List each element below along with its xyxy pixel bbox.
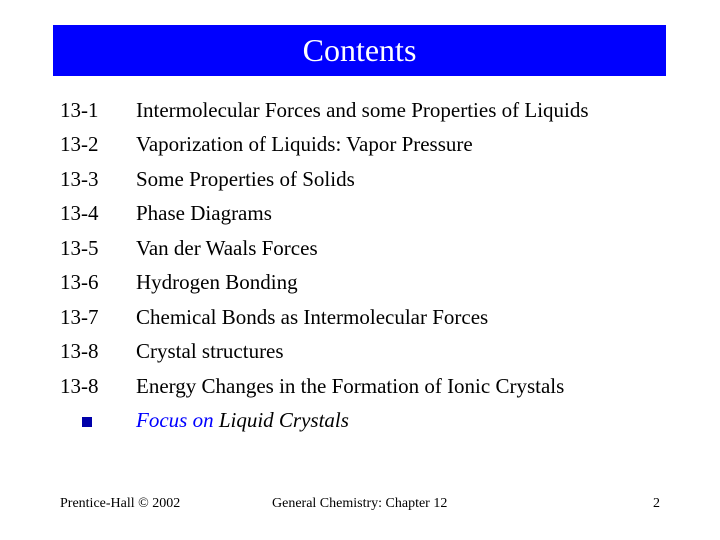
footer-copyright: Prentice-Hall © 2002	[60, 496, 181, 511]
focus-item	[60, 404, 700, 439]
section-title: Van der Waals Forces	[136, 235, 318, 260]
section-title: Intermolecular Forces and some Properties of Liquids	[136, 97, 589, 122]
section-title: Hydrogen Bonding	[136, 270, 298, 295]
section-number: 13-8	[60, 339, 99, 364]
section-number: 13-6	[60, 270, 99, 295]
list-item	[60, 335, 700, 370]
section-title: Energy Changes in the Formation of Ionic Crystals	[136, 373, 565, 398]
title-bar	[53, 25, 666, 76]
section-number: 13-3	[60, 166, 99, 191]
section-number: 13-7	[60, 304, 99, 329]
list-item	[60, 162, 700, 197]
section-title: Phase Diagrams	[136, 201, 272, 226]
list-item	[60, 128, 700, 163]
section-title: Chemical Bonds as Intermolecular Forces	[136, 304, 489, 329]
list-item	[60, 300, 700, 335]
focus-title	[136, 408, 700, 433]
slide-title: Contents	[302, 32, 417, 68]
section-number: 13-1	[60, 97, 99, 122]
section-title: Some Properties of Solids	[136, 166, 355, 191]
section-title: Vaporization of Liquids: Vapor Pressure	[136, 132, 473, 157]
list-item	[60, 93, 700, 128]
contents-list	[60, 93, 700, 438]
page-number: 2	[653, 496, 660, 511]
list-item	[60, 266, 700, 301]
focus-topic: Liquid Crystals	[218, 408, 349, 433]
square-bullet-icon	[82, 417, 92, 427]
section-title: Crystal structures	[136, 339, 284, 364]
focus-prefix: Focus on	[136, 408, 219, 433]
list-item	[60, 231, 700, 266]
footer-chapter: General Chemistry: Chapter 12	[272, 496, 448, 511]
list-item	[60, 197, 700, 232]
section-number: 13-8	[60, 373, 99, 398]
section-number: 13-2	[60, 132, 99, 157]
section-number: 13-4	[60, 201, 99, 226]
list-item	[60, 369, 700, 404]
section-number: 13-5	[60, 235, 99, 260]
